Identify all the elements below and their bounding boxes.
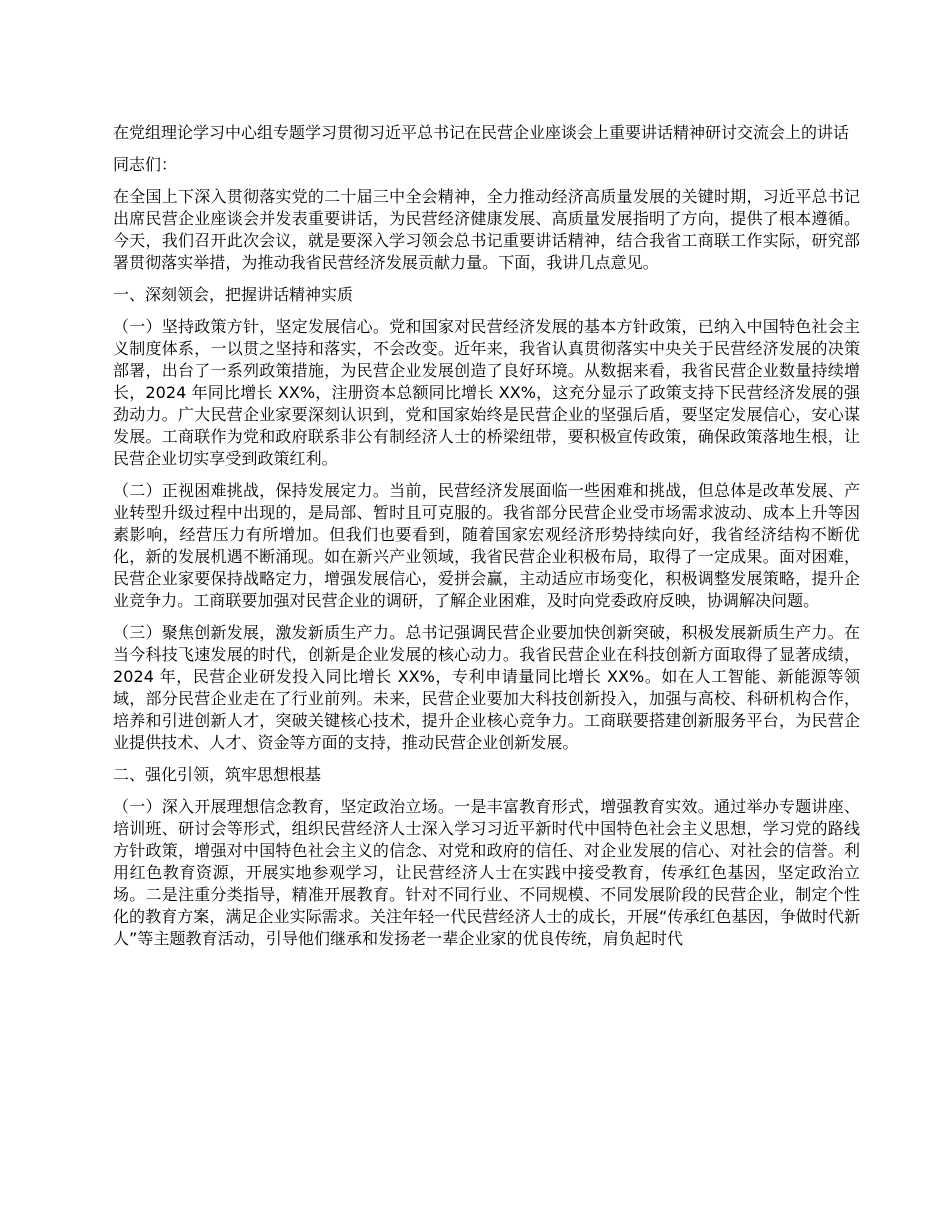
intro-paragraph: 在全国上下深入贯彻落实党的二十届三中全会精神，全力推动经济高质量发展的关键时期，习近平总书记出席民营企业座谈会并发表重要讲话，为民营经济健康发展、高质量发展指明了方向，提供了根本遵循。今天，我们召开此次会议，就是要深入学习领会总书记重要讲话精神，结合我省工商联工作实际，研究部署贯彻落实举措，为推动我省民营经济发展贡献力量。下面，我讲几点意见。 xyxy=(113,187,860,272)
section-heading-2: 二、强化引领，筑牢思想根基 xyxy=(113,765,322,784)
document-page xyxy=(113,122,860,960)
section2-paragraph-1: （一）深入开展理想信念教育，坚定政治立场。一是丰富教育形式，增强教育实效。通过举办专题讲座、培训班、研讨会等形式，组织民营经济人士深入学习习近平新时代中国特色社会主义思想，学习党的路线方针政策，增强对中国特色社会主义的信念、对党和政府的信任、对企业发展的信心、对社会的信誉。利用红色教育资源，开展实地参观学习，让民营经济人士在实践中接受教育，传承红色基因，坚定政治立场。二是注重分类指导，精准开展教育。针对不同行业、不同规模、不同发展阶段的民营企业，制定个性化的教育方案，满足企业实际需求。关注年轻一代民营经济人士的成长，开展“传承红色基因，争做时代新人”等主题教育活动，引导他们继承和发扬老一辈企业家的优良传统，肩负起时代 xyxy=(113,797,860,948)
document-title: 在党组理论学习中心组专题学习贯彻习近平总书记在民营企业座谈会上重要讲话精神研讨交流会上的讲话 xyxy=(113,123,850,142)
section1-paragraph-2: （二）正视困难挑战，保持发展定力。当前，民营经济发展面临一些困难和挑战，但总体是改革发展、产业转型升级过程中出现的，是局部、暂时且可克服的。我省部分民营企业受市场需求波动、成本上升等因素影响，经营压力有所增加。但我们也要看到，随着国家宏观经济形势持续向好，我省经济结构不断优化，新的发展机遇不断涌现。如在新兴产业领域，我省民营企业积极布局，取得了一定成果。面对困难，民营企业家要保持战略定力，增强发展信心，爱拼会赢，主动适应市场变化，积极调整发展策略，提升企业竞争力。工商联要加强对民营企业的调研，了解企业困难，及时向党委政府反映，协调解决问题。 xyxy=(113,481,860,610)
salutation: 同志们： xyxy=(113,155,178,174)
section1-paragraph-3: （三）聚焦创新发展，激发新质生产力。总书记强调民营企业要加快创新突破，积极发展新质生产力。在当今科技飞速发展的时代，创新是企业发展的核心动力。我省民营企业在科技创新方面取得了显著成绩，2024 年，民营企业研发投入同比增长 XX%，专利申请量同比增长 XX%。如在人工智能、新能源等领域，部分民营企业走在了行业前列。未来，民营企业要加大科技创新投入，加强与高校、科研机构合作，培养和引进创新人才，突破关键核心技术，提升企业核心竞争力。工商联要搭建创新服务平台，为民营企业提供技术、人才、资金等方面的支持，推动民营企业创新发展。 xyxy=(113,623,860,752)
section-heading-1: 一、深刻领会，把握讲话精神实质 xyxy=(113,285,354,304)
section1-paragraph-1: （一）坚持政策方针，坚定发展信心。党和国家对民营经济发展的基本方针政策，已纳入中国特色社会主义制度体系，一以贯之坚持和落实，不会改变。近年来，我省认真贯彻落实中央关于民营经济发展的决策部署，出台了一系列政策措施，为民营企业发展创造了良好环境。从数据来看，我省民营企业数量持续增长，2024 年同比增长 XX%，注册资本总额同比增长 XX%，这充分显示了政策支持下民营经济发展的强劲动力。广大民营企业家要深刻认识到，党和国家始终是民营企业的坚强后盾，要坚定发展信心，安心谋发展。工商联作为党和政府联系非公有制经济人士的桥梁纽带，要积极宣传政策，确保政策落地生根，让民营企业切实享受到政策红利。 xyxy=(113,317,860,468)
